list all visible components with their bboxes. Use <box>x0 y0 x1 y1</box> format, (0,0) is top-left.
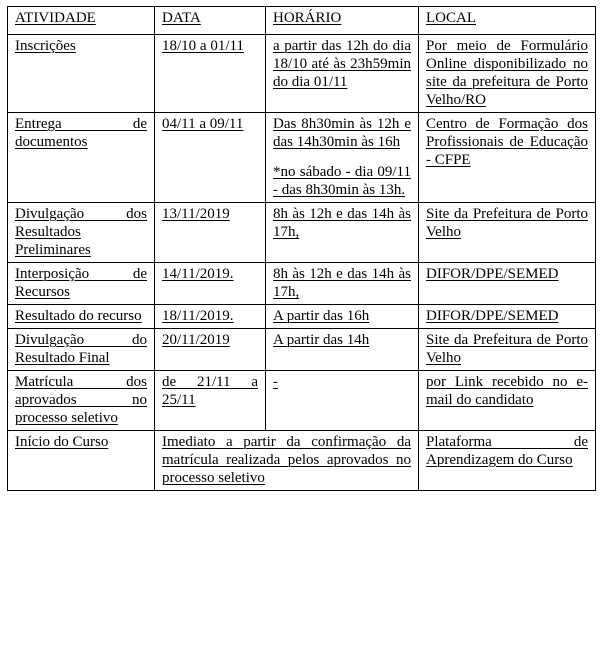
cell-data: 18/10 a 01/11 <box>155 35 266 113</box>
cell-data: de 21/11 a 25/11 <box>155 371 266 431</box>
cell-atividade: Resultado do recurso <box>8 305 155 329</box>
cell-data: 04/11 a 09/11 <box>155 113 266 203</box>
table-row <box>8 329 596 371</box>
cell-local: DIFOR/DPE/SEMED <box>419 263 596 305</box>
table-row <box>8 35 596 113</box>
cell-atividade: Interposição de Recursos <box>8 263 155 305</box>
cell-local: Site da Prefeitura de Porto Velho <box>419 329 596 371</box>
cell-horario: 8h às 12h e das 14h às 17h, <box>266 203 419 263</box>
table-row <box>8 431 596 491</box>
cell-atividade: Matrícula dos aprovados no processo seletivo <box>8 371 155 431</box>
table-row <box>8 113 596 203</box>
cell-local: DIFOR/DPE/SEMED <box>419 305 596 329</box>
cell-horario: a partir das 12h do dia 18/10 até às 23h59min do dia 01/11 <box>266 35 419 113</box>
cell-atividade: Inscrições <box>8 35 155 113</box>
cell-horario: 8h às 12h e das 14h às 17h, <box>266 263 419 305</box>
cell-atividade: Entrega de documentos <box>8 113 155 203</box>
cell-atividade: Divulgação dos Resultados Preliminares <box>8 203 155 263</box>
table-row <box>8 305 596 329</box>
horario-text: Das 8h30min às 12h e das 14h30min às 16h <box>273 116 411 150</box>
cell-data: 14/11/2019. <box>155 263 266 305</box>
header-data: DATA <box>155 7 266 35</box>
cell-local: por Link recebido no e-mail do candidato <box>419 371 596 431</box>
cell-horario: A partir das 16h <box>266 305 419 329</box>
cell-local: Site da Prefeitura de Porto Velho <box>419 203 596 263</box>
header-horario: HORÁRIO <box>266 7 419 35</box>
cell-atividade: Início do Curso <box>8 431 155 491</box>
cell-local: Centro de Formação dos Profissionais de Educação - CFPE <box>419 113 596 203</box>
table-row <box>8 263 596 305</box>
cell-local: Plataforma de Aprendizagem do Curso <box>419 431 596 491</box>
horario-note: *no sábado - dia 09/11 - das 8h30min às 13h. <box>273 164 411 198</box>
table-row <box>8 203 596 263</box>
header-local: LOCAL <box>419 7 596 35</box>
schedule-table <box>7 6 596 491</box>
cell-horario <box>266 113 419 203</box>
table-header-row <box>8 7 596 35</box>
cell-data: 18/11/2019. <box>155 305 266 329</box>
header-atividade: ATIVIDADE <box>8 7 155 35</box>
cell-data: 20/11/2019 <box>155 329 266 371</box>
cell-horario: A partir das 14h <box>266 329 419 371</box>
cell-atividade: Divulgação do Resultado Final <box>8 329 155 371</box>
cell-data-horario: Imediato a partir da confirmação da matrícula realizada pelos aprovados no processo seletivo <box>155 431 419 491</box>
cell-horario: - <box>266 371 419 431</box>
cell-data: 13/11/2019 <box>155 203 266 263</box>
table-row <box>8 371 596 431</box>
cell-local: Por meio de Formulário Online disponibilizado no site da prefeitura de Porto Velho/RO <box>419 35 596 113</box>
